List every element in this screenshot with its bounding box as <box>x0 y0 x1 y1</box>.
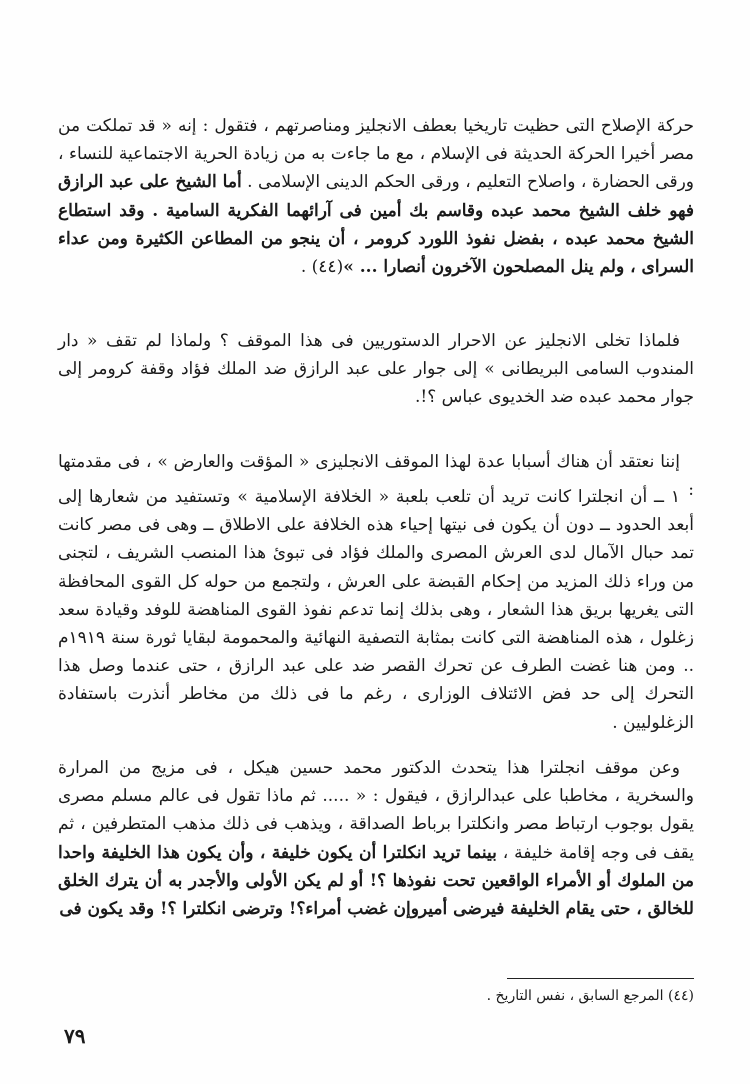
footnote-divider <box>507 978 694 979</box>
paragraph-1-text: حركة الإصلاح التى حظيت تاريخيا بعطف الانجليز ومناصرتهم ، فتقول : إنه « قد تملكت من مصر أخيرا الحركة الحديثة فى الإسلام ، مع ما جاءت به من زيادة الحرية الاجتماعية للنساء ، ورقى الحضارة ، واصلاح التعليم ، ورقى الحكم الدينى الإسلامى . <box>58 116 694 193</box>
page-number: ٧٩ <box>64 1024 86 1048</box>
paragraph-4-text: ١ ــ أن انجلترا كانت تريد أن تلعب بلعبة « الخلافة الإسلامية » وتستفيد من شعارها إلى أبعد الحدود ــ دون أن يكون فى نيتها إحياء هذه الخلافة على الاطلاق ــ وهى فى مصر كانت تمد حبال الآمال لدى العرش المصرى والملك فؤاد فى تبوئ هذا المنصب الشريف ، لتجنى من وراء ذلك المزيد من إحكام القبضة على العرش ، ولتجمع من حوله كل القوى المحافظة التى يغريها بريق هذا الشعار ، وهى بذلك إنما تدعم نفوذ القوى المناهضة للوفد وقيادة سعد زغلول ، هذه المناهضة التى كانت بمثابة التصفية النهائية والمحمومة لبقايا ثورة سنة ١٩١٩م .. ومن هنا غضت الطرف عن تحرك القصر ضد على عبد الرازق ، حتى عندما وصل هذا التحرك إلى حد فض الائتلاف الوزارى ، رغم ما فى ذلك من مخاطر أنذرت باستفادة الزغلوليين . <box>58 487 694 733</box>
footnote-44: (٤٤) المرجع السابق ، نفس التاريخ . <box>486 988 694 1004</box>
paragraph-1 <box>58 112 694 281</box>
footnote-ref-44: (٤٤) . <box>300 257 344 278</box>
paragraph-5 <box>58 754 694 923</box>
paragraph-5-text: وعن موقف انجلترا هذا يتحدث الدكتور محمد حسين هيكل ، فى مزيج من المرارة والسخرية ، مخاطبا على عبدالرازق ، فيقول : « ..... ثم ماذا تقول فى عالم مسلم مصرى يقول بوجوب ارتباط مصر وانكلترا برباط الصداقة ، ويذهب فى ذلك مذهب المتطرفين ، ثم يقف فى وجه إقامة خليفة ، <box>58 758 695 863</box>
paragraph-5-bold-quote: بينما تريد انكلترا أن يكون خليفة ، وأن يكون هذا الخليفة واحدا من الملوك أو الأمراء الواقعين تحت نفوذها ؟! أو لم يكن الأولى والأجدر به أن يترك الخلق للخالق ، حتى يقام الخليفة فيرضى أميرو‌إن غضب أمراء؟! وترضى انكلترا ؟! وقد يكون فى <box>58 842 694 920</box>
paragraph-1-bold-quote: أما الشيخ على عبد الرازق فهو خلف الشيخ محمد عبده وقاسم بك أمين فى آرائهما الفكرية السامية . وقد استطاع الشيخ محمد عبده ، بفضل نفوذ اللورد كرومر ، أن ينجو من المطاعن الكثيرة ومن عداء السراى ، ولم ينل المصلحون الآخرون أنصارا ... » <box>58 172 694 278</box>
paragraph-4 <box>58 483 694 737</box>
paragraph-2-text: فلماذا تخلى الانجليز عن الاحرار الدستوريين فى هذا الموقف ؟ ولماذا لم تقف « دار المندوب السامى البريطانى » إلى جوار على عبد الرازق ضد الملك فؤاد وقفة كرومر إلى جوار محمد عبده ضد الخديوى عباس ؟!. <box>58 331 694 408</box>
paragraph-2 <box>58 327 694 412</box>
paragraph-3-text: إننا نعتقد أن هناك أسبابا عدة لهذا الموقف الانجليزى « المؤقت والعارض » ، فى مقدمتها : <box>58 452 694 501</box>
